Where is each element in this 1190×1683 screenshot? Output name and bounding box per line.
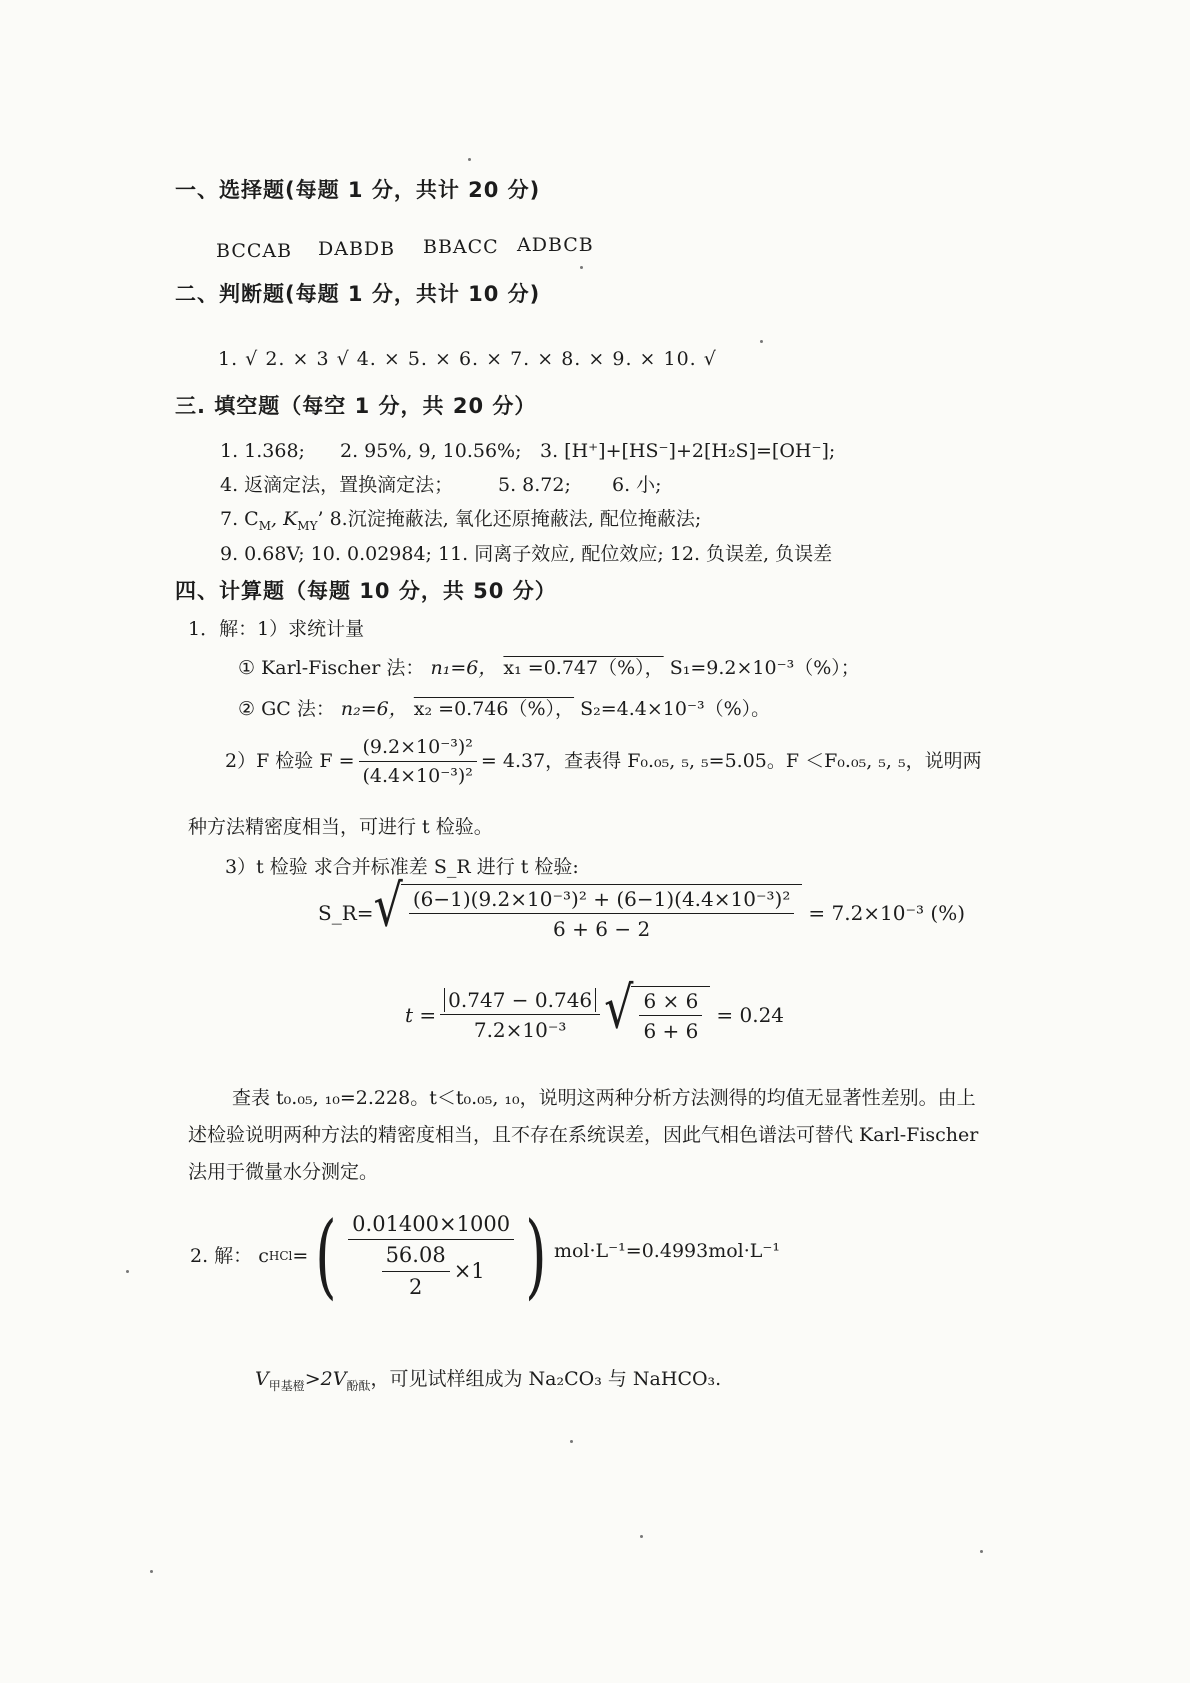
sr-denominator: 6 + 6 − 2 (553, 917, 651, 941)
q2-label-sub: HCl (268, 1248, 293, 1263)
f-fraction (359, 736, 477, 788)
fill-answer-4: 4. 返滴定法，置换滴定法； (220, 474, 454, 496)
t-denominator: 7.2×10⁻³ (473, 1017, 567, 1042)
fill-7-c: 7. C (220, 508, 259, 530)
f-test-line (225, 736, 982, 788)
t-numerator: 0.747 − 0.746 (444, 988, 596, 1012)
t-test-heading: 3）t 检验 求合并标准差 S_R 进行 t 检验: (225, 856, 579, 878)
q1-kf-prefix: ① Karl-Fischer 法： (238, 657, 425, 679)
scan-speck (126, 1270, 129, 1273)
t-sqrt-numerator: 6 × 6 (639, 989, 702, 1016)
conclusion-line-1: 查表 t₀.₀₅, ₁₀=2.228。t＜t₀.₀₅, ₁₀，说明这两种分析方法测得的均值无显著性差别。由上 (232, 1087, 976, 1109)
mc-answer-group-4: ADBCB (517, 234, 594, 256)
q2-v1-sub: 甲基橙 (268, 1378, 305, 1393)
sr-numerator: (6−1)(9.2×10⁻³)² + (6−1)(4.4×10⁻³)² (409, 887, 795, 914)
t-fraction (440, 988, 600, 1042)
scan-speck (760, 340, 763, 343)
fill-answer-1: 1. 1.368; (220, 440, 305, 462)
q1-heading: 1．解：1）求统计量 (188, 618, 365, 640)
true-false-answers: 1. √ 2. × 3 √ 4. × 5. × 6. × 7. × 8. × 9. × 10. √ (218, 348, 717, 370)
q2-v1: V (255, 1368, 269, 1390)
q2-conclusion (255, 1368, 721, 1393)
fill-7-k-sub: MY (297, 518, 318, 533)
sr-lhs: S_R= (318, 900, 374, 925)
sr-sqrt (373, 871, 803, 941)
q1-kf-mean: x₁ =0.747（%）， (503, 657, 664, 679)
fill-answer-6: 6. 小; (612, 474, 662, 496)
scan-speck (570, 1440, 573, 1443)
mc-answer-group-3: BBACC (423, 236, 499, 258)
sqrt-icon: √ (373, 871, 403, 940)
f-denominator: (4.4×10⁻³)² (362, 764, 473, 787)
section-1-title: 一、选择题(每题 1 分，共计 20 分) (175, 178, 541, 202)
conclusion-line-2: 述检验说明两种方法的精密度相当，且不存在系统误差，因此气相色谱法可替代 Karl-Fischer (188, 1124, 979, 1146)
f-test-label: 2）F 检验 F = (225, 750, 355, 773)
scan-speck (640, 1535, 643, 1538)
f-test-conclusion: 种方法精密度相当，可进行 t 检验。 (188, 816, 493, 838)
right-paren-icon: ) (525, 1202, 547, 1309)
t-lhs: t = (405, 1002, 437, 1027)
q2-inner-denominator: 2 (408, 1274, 423, 1299)
f-test-result: = 4.37，查表得 F₀.₀₅, ₅, ₅=5.05。F ＜F₀.₀₅, ₅, ₅，说明两 (480, 750, 982, 773)
q2-v2-sub: 酚酞 (346, 1378, 371, 1393)
q1-gc-n: n₂=6， (340, 698, 408, 720)
q2-times: ×1 (453, 1259, 485, 1283)
t-sqrt-denominator: 6 + 6 (643, 1019, 699, 1043)
left-paren-icon: ( (315, 1202, 337, 1309)
mc-answer-group-2: DABDB (318, 238, 396, 260)
q2-numerator: 0.01400×1000 (348, 1212, 514, 1240)
q2-inner-numerator: 56.08 (382, 1243, 450, 1271)
scan-speck (580, 266, 583, 269)
mc-answer-group-1: BCCAB (216, 240, 293, 262)
conclusion-line-3: 法用于微量水分测定。 (188, 1161, 379, 1183)
scan-speck (468, 158, 471, 161)
q2-inner-fraction (382, 1243, 450, 1299)
q2-composition: ，可见试样组成为 Na₂CO₃ 与 NaHCO₃. (370, 1368, 722, 1390)
q2-formula (190, 1202, 781, 1309)
t-sqrt-fraction (639, 989, 702, 1043)
f-numerator: (9.2×10⁻³)² (359, 736, 477, 762)
q1-gc-sd: S₂=4.4×10⁻³（%）。 (580, 698, 771, 720)
fill-7-c-sub: M (258, 518, 272, 533)
sr-formula (318, 871, 966, 941)
q1-gc-stats (238, 698, 770, 721)
sqrt-icon: √ (604, 973, 634, 1042)
fill-answer-5: 5. 8.72; (498, 474, 571, 496)
scan-speck (980, 1550, 983, 1553)
q1-kf-n: n₁=6， (430, 657, 498, 679)
t-formula (405, 973, 785, 1043)
sr-fraction (409, 887, 795, 941)
t-sqrt (604, 973, 710, 1043)
section-4-title: 四、计算题（每题 10 分，共 50 分） (175, 579, 557, 603)
scan-speck (150, 1570, 153, 1573)
q2-fraction (348, 1212, 514, 1300)
q2-gt: >2V (304, 1368, 347, 1390)
section-3-title: 三. 填空题（每空 1 分，共 20 分） (175, 394, 537, 418)
q1-kf-stats (238, 657, 860, 680)
q2-equals: = (292, 1244, 309, 1267)
q2-label: 2. 解： c (190, 1244, 269, 1267)
q1-kf-sd: S₁=9.2×10⁻³（%）； (669, 657, 860, 679)
fill-answer-3: 3. [H⁺]+[HS⁻]+2[H₂S]=[OH⁻]; (540, 440, 836, 462)
sr-result: = 7.2×10⁻³ (%) (808, 900, 966, 925)
section-2-title: 二、判断题(每题 1 分，共计 10 分) (175, 282, 541, 306)
fill-answer-2: 2. 95%, 9, 10.56%; (340, 440, 522, 462)
q1-gc-prefix: ② GC 法： (238, 698, 335, 720)
t-result: = 0.24 (716, 1002, 785, 1027)
fill-answer-7-8 (220, 508, 701, 533)
q2-unit: mol·L⁻¹=0.4993mol·L⁻¹ (553, 1240, 781, 1262)
q1-gc-mean: x₂ =0.746（%）， (413, 698, 575, 720)
fill-answer-9-12: 9. 0.68V; 10. 0.02984; 11. 同离子效应, 配位效应; 12. 负误差, 负误差 (220, 543, 833, 565)
fill-7-k: , K (271, 508, 298, 530)
fill-8: ’ 8.沉淀掩蔽法, 氧化还原掩蔽法, 配位掩蔽法; (317, 508, 702, 530)
